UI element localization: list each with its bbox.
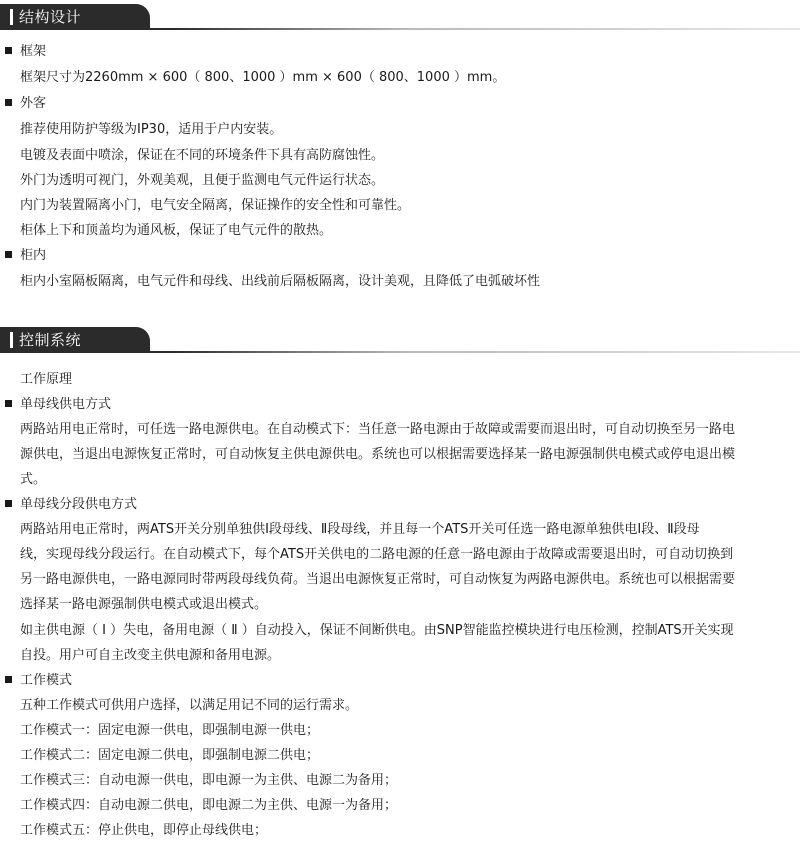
paragraph-line: 选择某一路电源强制供电模式或退出模式。 xyxy=(20,597,268,612)
mode-item: 工作模式二：固定电源二供电，即强制电源二供电； xyxy=(20,748,320,763)
paragraph-line: 电镀及表面中喷涂，保证在不同的环境条件下具有高防腐蚀性。 xyxy=(20,148,385,163)
paragraph-line: 式。 xyxy=(20,472,47,487)
control-section-header xyxy=(0,327,800,353)
section-title: 结构设计 xyxy=(19,8,82,26)
mode-item: 工作模式五：停止供电，即停止母线供电； xyxy=(20,823,268,838)
header-rule xyxy=(140,351,800,353)
header-tab xyxy=(0,4,150,30)
bullet-square-icon xyxy=(5,99,12,106)
paragraph-line: 外门为透明可视门，外观美观，且便于监测电气元件运行状态。 xyxy=(20,173,385,188)
paragraph-line: 如主供电源（ Ⅰ ）失电，备用电源（ Ⅱ ）自动投入，保证不间断供电。由SNP智能监控模块进行电压检测，控制ATS开关实现 xyxy=(20,623,734,638)
paragraph-line: 内门为装置隔离小门，电气安全隔离，保证操作的安全性和可靠性。 xyxy=(20,198,411,213)
header-rule xyxy=(140,28,800,30)
structure-section-header xyxy=(0,4,800,30)
bullet-square-icon xyxy=(5,676,12,683)
bullet-heading-segmented-bus: 单母线分段供电方式 xyxy=(5,496,137,514)
paragraph-line: 两路站用电正常时，可任选一路电源供电。在自动模式下：当任意一路电源由于故障或需要而退出时，可自动切换至另一路电 xyxy=(20,422,736,437)
mode-item: 工作模式一：固定电源一供电，即强制电源一供电； xyxy=(20,723,320,738)
paragraph-line: 柜内小室隔板隔离，电气元件和母线、出线前后隔板隔离，设计美观，且降低了电弧破坏性 xyxy=(20,274,541,289)
paragraph-line: 线，实现母线分段运行。在自动模式下，每个ATS开关供电的二路电源的任意一路电源由于故障或需要退出时，可自动切换到 xyxy=(20,547,734,562)
paragraph-line: 五种工作模式可供用户选择，以满足用记不同的运行需求。 xyxy=(20,698,359,713)
bullet-heading-shell: 外客 xyxy=(5,95,46,113)
bullet-square-icon xyxy=(5,47,12,54)
bullet-square-icon xyxy=(5,500,12,507)
paragraph-line: 柜体上下和顶盖均为通风板，保证了电气元件的散热。 xyxy=(20,223,333,238)
bullet-heading-work-mode: 工作模式 xyxy=(5,672,72,690)
paragraph-line: 另一路电源供电，一路电源同时带两段母线负荷。当退出电源恢复正常时，可自动恢复为两路电源供电。系统也可以根据需要 xyxy=(20,572,736,587)
paragraph-line: 推荐使用防护等级为IP30，适用于户内安装。 xyxy=(20,122,283,137)
bullet-heading-single-bus: 单母线供电方式 xyxy=(5,396,111,414)
header-tab xyxy=(0,327,150,353)
principle-label: 工作原理 xyxy=(20,372,73,387)
paragraph-line: 两路站用电正常时，两ATS开关分别单独供Ⅰ段母线、Ⅱ段母线，并且每一个ATS开关可任选一路电源单独供电Ⅰ段、Ⅱ段母 xyxy=(20,522,700,537)
section-title: 控制系统 xyxy=(19,331,82,349)
bullet-heading-frame: 框架 xyxy=(5,43,46,61)
header-marker xyxy=(10,9,13,25)
bullet-square-icon xyxy=(5,251,12,258)
bullet-square-icon xyxy=(5,400,12,407)
bullet-heading-inner: 柜内 xyxy=(5,247,46,265)
paragraph-line: 自投。用户可自主改变主供电源和备用电源。 xyxy=(20,648,281,663)
header-marker xyxy=(10,332,13,348)
paragraph-line: 源供电，当退出电源恢复正常时，可自动恢复主供电源供电。系统也可以根据需要选择某一路电源强制供电模式或停电退出模 xyxy=(20,447,736,462)
mode-item: 工作模式四：自动电源二供电，即电源二为主供、电源一为备用； xyxy=(20,798,398,813)
paragraph-line: 框架尺寸为2260mm × 600（ 800、1000 ）mm × 600（ 800、1000 ）mm。 xyxy=(20,70,506,85)
mode-item: 工作模式三：自动电源一供电，即电源一为主供、电源二为备用； xyxy=(20,773,398,788)
